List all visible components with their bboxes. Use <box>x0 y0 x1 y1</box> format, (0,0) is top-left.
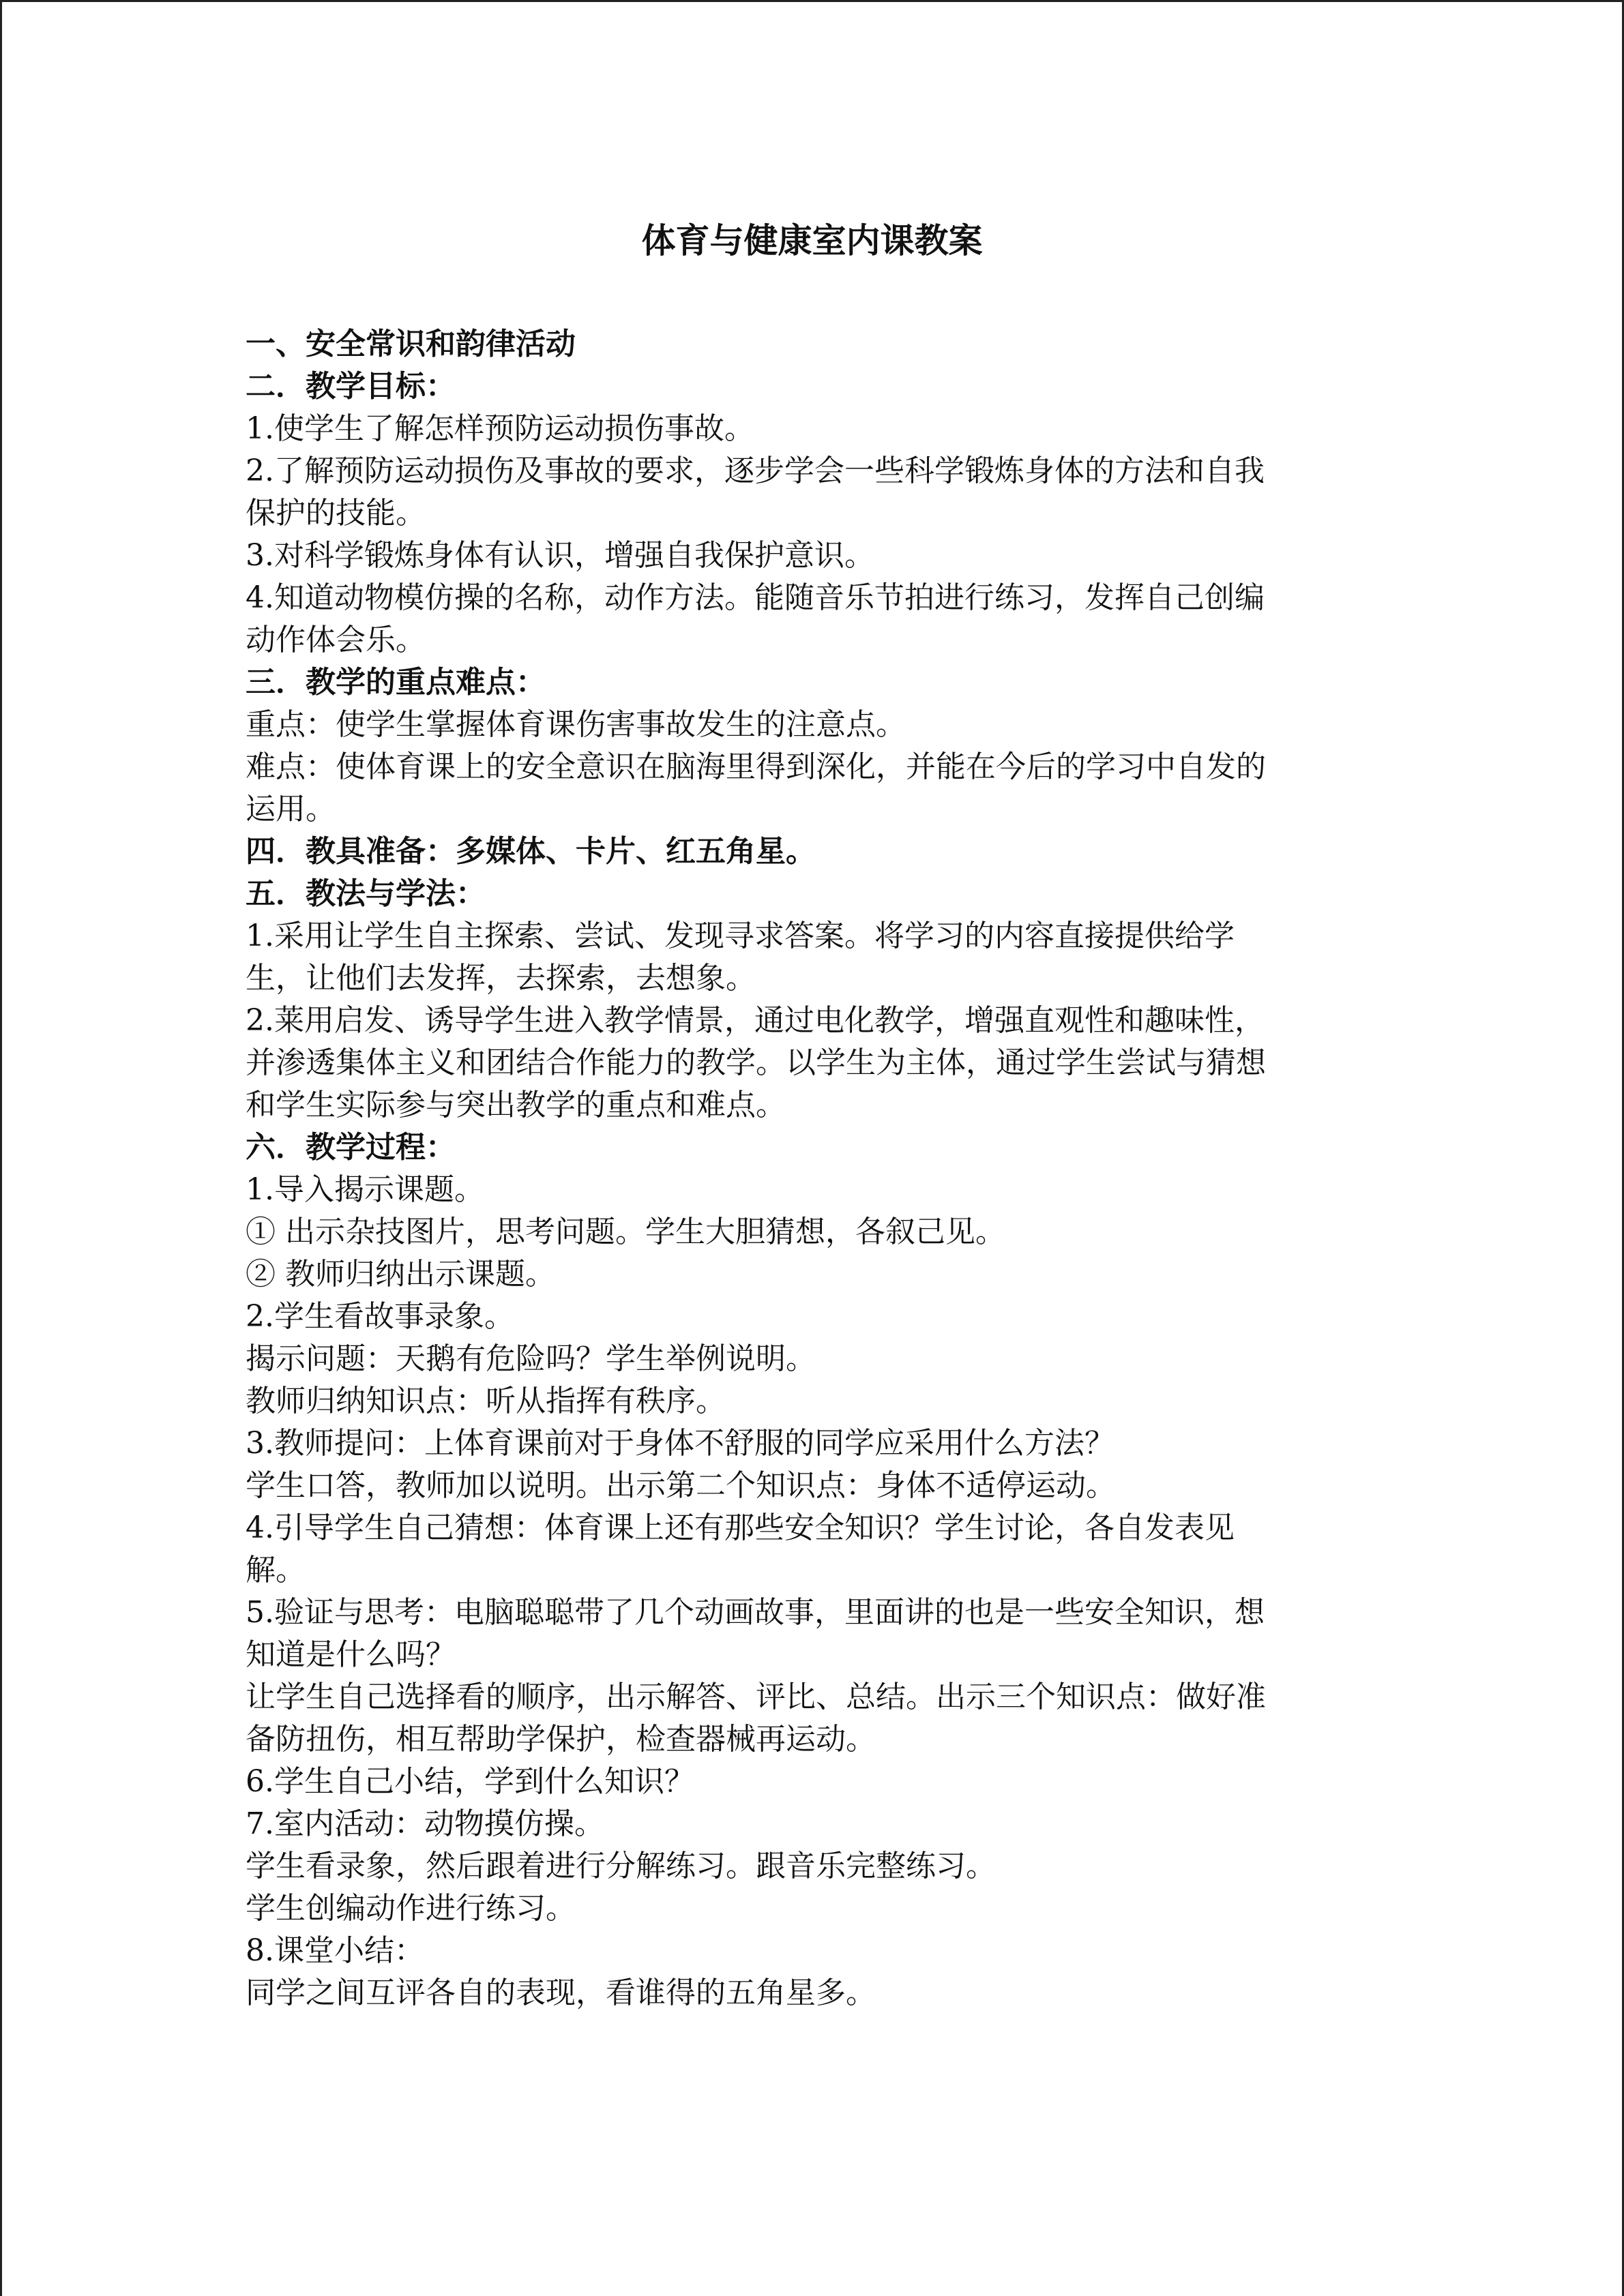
body-line: 学生创编动作进行练习。 <box>246 1891 576 1926</box>
body-line: 学生看录象，然后跟着进行分解练习。跟音乐完整练习。 <box>246 1849 996 1883</box>
body-line: 3.对科学锻炼身体有认识，增强自我保护意识。 <box>246 538 874 573</box>
body-line: 生，让他们去发挥，去探索，去想象。 <box>246 961 756 996</box>
section-heading: 二．教学目标： <box>246 369 456 404</box>
document-body <box>246 323 1371 2014</box>
body-line: 动作体会乐。 <box>246 623 426 657</box>
body-line: 学生口答，教师加以说明。出示第二个知识点：身体不适停运动。 <box>246 1468 1116 1503</box>
body-line: 2.了解预防运动损伤及事故的要求，逐步学会一些科学锻炼身体的方法和自我 <box>246 453 1265 488</box>
body-line: 1.采用让学生自主探索、尝试、发现寻求答案。将学习的内容直接提供给学 <box>246 919 1235 953</box>
body-line: 2.莱用启发、诱导学生进入教学情景，通过电化教学，增强直观性和趣味性， <box>246 1003 1265 1038</box>
body-line: 4.引导学生自己猜想：体育课上还有那些安全知识？学生讨论，各自发表见 <box>246 1510 1235 1545</box>
section-heading: 五．教法与学法： <box>246 876 486 911</box>
body-line: 1.导入揭示课题。 <box>246 1172 484 1207</box>
body-line: ① 出示杂技图片，思考问题。学生大胆猜想，各叙己见。 <box>246 1214 1005 1249</box>
document-title: 体育与健康室内课教案 <box>641 220 983 260</box>
body-line: 2.学生看故事录象。 <box>246 1299 514 1334</box>
body-line: 8.课堂小结： <box>246 1933 424 1968</box>
body-line: 揭示问题：天鹅有危险吗？学生举例说明。 <box>246 1341 816 1376</box>
body-line: 重点：使学生掌握体育课伤害事故发生的注意点。 <box>246 707 906 742</box>
body-line: 并渗透集体主义和团结合作能力的教学。以学生为主体，通过学生尝试与猜想 <box>246 1045 1266 1080</box>
section-heading: 三．教学的重点难点： <box>246 665 546 700</box>
body-line: 4.知道动物模仿操的名称，动作方法。能随音乐节拍进行练习，发挥自己创编 <box>246 580 1265 615</box>
body-line: 难点：使体育课上的安全意识在脑海里得到深化，并能在今后的学习中自发的 <box>246 749 1266 784</box>
body-line: 备防扭伤，相互帮助学保护，检查器械再运动。 <box>246 1722 876 1757</box>
section-heading: 一、安全常识和韵律活动 <box>246 327 576 361</box>
body-line: 运用。 <box>246 792 336 826</box>
body-line: 3.教师提问：上体育课前对于身体不舒服的同学应采用什么方法？ <box>246 1426 1114 1461</box>
body-line: 知道是什么吗？ <box>246 1637 456 1672</box>
body-line: 1.使学生了解怎样预防运动损伤事故。 <box>246 411 754 446</box>
body-line: 5.验证与思考：电脑聪聪带了几个动画故事，里面讲的也是一些安全知识，想 <box>246 1595 1265 1630</box>
body-line: 让学生自己选择看的顺序，出示解答、评比、总结。出示三个知识点：做好准 <box>246 1680 1266 1714</box>
body-line: 保护的技能。 <box>246 496 426 531</box>
body-line: ② 教师归纳出示课题。 <box>246 1257 555 1292</box>
body-line: 7.室内活动：动物摸仿操。 <box>246 1806 604 1841</box>
body-line: 6.学生自己小结，学到什么知识？ <box>246 1764 694 1799</box>
body-line: 同学之间互评各自的表现，看谁得的五角星多。 <box>246 1976 876 2010</box>
body-line: 和学生实际参与突出教学的重点和难点。 <box>246 1088 786 1122</box>
section-heading: 四．教具准备：多媒体、卡片、红五角星。 <box>246 834 816 869</box>
body-line: 解。 <box>246 1553 306 1587</box>
body-line: 教师归纳知识点：听从指挥有秩序。 <box>246 1384 726 1418</box>
section-heading: 六．教学过程： <box>246 1130 456 1165</box>
